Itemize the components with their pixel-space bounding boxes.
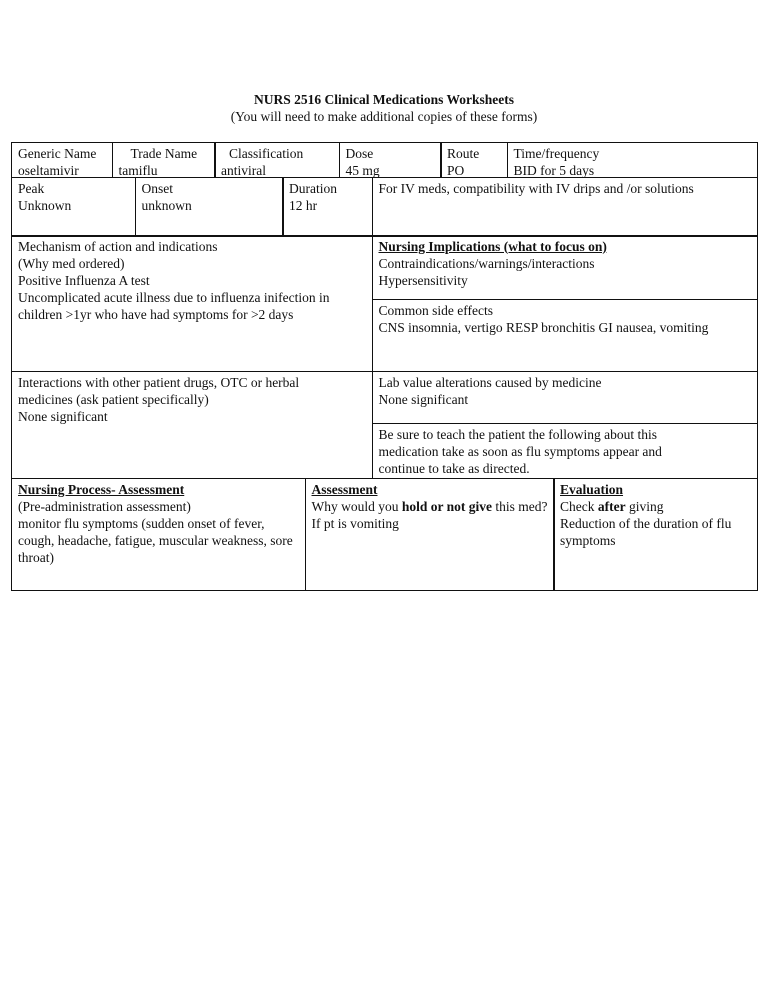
teach-label-2: medication take as soon as flu symptoms appear and [378, 443, 662, 459]
mechanism-line-1: Positive Influenza A test [18, 272, 150, 288]
side-effects-value: CNS insomnia, vertigo RESP bronchitis GI nausea, vomiting [378, 319, 709, 335]
interactions-value: None significant [18, 408, 108, 424]
teach-label-1: Be sure to teach the patient the following about this [378, 426, 658, 442]
time-frequency-label: Time/frequency [513, 146, 600, 161]
route-cell [440, 142, 508, 178]
time-frequency-value: BID for 5 days [513, 163, 595, 178]
nursing-implications-line-1: Contraindications/warnings/interactions [378, 255, 595, 271]
lab-values-cell [372, 371, 758, 424]
mechanism-why: (Why med ordered) [18, 255, 125, 271]
evaluation-cell [553, 478, 758, 591]
classification-label: Classification [229, 146, 304, 161]
interactions-cell [11, 371, 373, 479]
side-effects-cell [372, 299, 758, 372]
nursing-process-cell [11, 478, 306, 591]
dose-label: Dose [345, 146, 374, 161]
evaluation-after-bold: after [597, 498, 626, 514]
nursing-process-value: monitor flu symptoms (sudden onset of fever, cough, headache, fatigue, muscular weakness, sore throat) [18, 515, 293, 565]
generic-name-value: oseltamivir [18, 163, 79, 178]
teach-cell [372, 423, 758, 479]
mechanism-cell [11, 235, 373, 372]
peak-value: Unknown [18, 197, 72, 213]
classification-value: antiviral [221, 163, 266, 178]
duration-cell [282, 177, 373, 237]
side-effects-label: Common side effects [378, 302, 493, 318]
mechanism-line-3: children >1yr who have had symptoms for >2 days [18, 306, 294, 322]
onset-cell [135, 177, 284, 237]
duration-label: Duration [289, 180, 337, 196]
generic-name-cell [11, 142, 113, 178]
generic-name-label: Generic Name [18, 146, 97, 161]
teach-label-3: continue to take as directed. [378, 460, 530, 476]
nursing-implications-label: Nursing Implications (what to focus on) [378, 238, 607, 254]
assessment-label: Assessment [311, 481, 378, 497]
dose-cell [339, 142, 442, 178]
page-subtitle: (You will need to make additional copies of these forms) [230, 109, 538, 124]
iv-compatibility-cell [372, 177, 758, 237]
trade-name-cell [112, 142, 216, 178]
assessment-question: Why would you hold or not give this med? If pt is vomiting [311, 498, 548, 531]
classification-cell [214, 142, 340, 178]
route-value: PO [447, 163, 465, 178]
route-label: Route [447, 146, 480, 161]
evaluation-value: Reduction of the duration of flu symptoms [560, 515, 732, 548]
assessment-cell [305, 478, 555, 591]
trade-name-label: Trade Name [130, 146, 198, 161]
onset-value: unknown [141, 197, 192, 213]
assessment-hold-bold: hold or not give [401, 498, 493, 514]
interactions-label-2: medicines (ask patient specifically) [18, 391, 209, 407]
nursing-process-label: Nursing Process- Assessment [18, 481, 185, 497]
page-title: NURS 2516 Clinical Medications Worksheets [253, 92, 514, 107]
evaluation-check: Check after giving [560, 498, 664, 514]
evaluation-label: Evaluation [560, 481, 624, 497]
mechanism-line-2: Uncomplicated acute illness due to influenza inifection in [18, 289, 330, 305]
peak-cell [11, 177, 136, 237]
lab-values-label: Lab value alterations caused by medicine [378, 374, 602, 390]
mechanism-label: Mechanism of action and indications [18, 238, 218, 254]
nursing-process-sub: (Pre-administration assessment) [18, 498, 191, 514]
trade-name-value: tamiflu [118, 163, 158, 178]
duration-value: 12 hr [289, 197, 318, 213]
lab-values-value: None significant [378, 391, 469, 407]
nursing-implications-cell [372, 235, 758, 300]
onset-label: Onset [141, 180, 173, 196]
time-frequency-cell [507, 142, 758, 178]
interactions-label-1: Interactions with other patient drugs, OTC or herbal [18, 374, 300, 390]
dose-value: 45 mg [345, 163, 380, 178]
iv-compatibility-label: For IV meds, compatibility with IV drips and /or solutions [378, 180, 694, 196]
peak-label: Peak [18, 180, 45, 196]
nursing-implications-line-2: Hypersensitivity [378, 272, 468, 288]
